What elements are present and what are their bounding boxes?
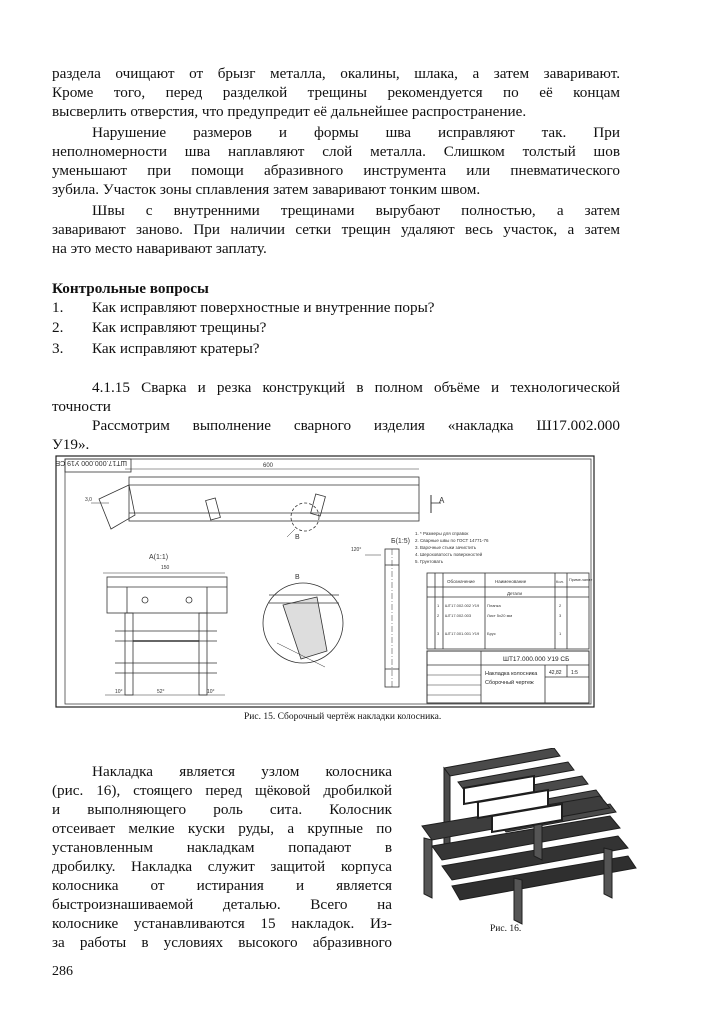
svg-text:10°: 10°	[207, 689, 215, 695]
spec-header: Приме-чание	[569, 578, 593, 582]
question-number: 1.	[52, 299, 64, 316]
svg-text:52°: 52°	[157, 689, 165, 695]
body-line: колосника от истирания и является	[52, 877, 392, 894]
body-line: неполномерности шва наплавляют слой металла. Слишком толстый шов	[52, 143, 620, 160]
body-line: Нарушение размеров и формы шва исправляют так. При	[92, 124, 620, 141]
body-line: заваривают заново. При наличии сетки трещин удаляют весь участок, а затем	[52, 221, 620, 238]
figure15-caption: Рис. 15. Сборочный чертёж накладки колосника.	[244, 712, 442, 722]
body-line: Швы с внутренними трещинами вырубают полностью, а затем	[92, 202, 620, 219]
spec-header: Обозначение	[447, 579, 475, 584]
note-line: 4. Шероховатость поверхностей	[415, 552, 483, 557]
spec-pos: 1	[437, 603, 440, 608]
note-line: 5. Грунтовать	[415, 559, 444, 564]
svg-text:10°: 10°	[115, 689, 123, 695]
note-line: 2. Сварные швы по ГОСТ 14771-76	[415, 538, 489, 543]
spec-qty: 2	[559, 603, 562, 608]
question-number: 2.	[52, 319, 64, 336]
view-a-label: А(1:1)	[149, 554, 169, 561]
spec-name: Брус	[487, 631, 496, 636]
section-heading: 4.1.15 Сварка и резка конструкций в полном объёме и технологической	[92, 379, 620, 396]
section-heading-cont: точности	[52, 398, 111, 415]
questions-heading: Контрольные вопросы	[52, 280, 209, 297]
body-line: раздела очищают от брызг металла, окалины, шлака, а затем заваривают.	[52, 65, 620, 82]
page-number: 286	[52, 964, 73, 979]
spec-name: Лист 5х20 мм	[487, 613, 513, 618]
body-line: установленным накладкам попадают в	[52, 839, 392, 856]
body-line: Рассмотрим выполнение сварного изделия «накладка Ш17.002.000	[92, 417, 620, 434]
spec-qty: 3	[559, 613, 562, 618]
spec-des: ШТ17.002.003	[445, 613, 472, 618]
note-line: 3. Варочные стыки зачистить	[415, 545, 477, 550]
spec-header: Наименование	[495, 579, 527, 584]
spec-header: Кол.	[556, 579, 564, 584]
spec-des: ШТ17.002.002 У19	[445, 603, 480, 608]
title-scale: 1:5	[571, 670, 578, 676]
svg-text:120°: 120°	[351, 547, 362, 553]
assembly-drawing	[55, 455, 595, 708]
dim-150: 150	[161, 565, 170, 571]
mark-a: А	[439, 496, 445, 505]
body-line: быстроизнашиваемой деталью. Всего на	[52, 896, 392, 913]
spec-section: Детали	[507, 591, 523, 596]
body-line: уменьшают при помощи абразивного инструмента или пневматического	[52, 162, 620, 179]
body-line: на это место наваривают заплату.	[52, 240, 267, 257]
body-line: Накладка является узлом колосника	[92, 763, 392, 780]
body-line: Кроме того, перед разделкой трещины рекомендуется по её концам	[52, 84, 620, 101]
body-line: за работы в условиях высокого абразивного	[52, 934, 392, 951]
figure16-caption: Рис. 16.	[490, 924, 522, 934]
title-stamp: ШТ17.000.000 У19 СБ	[503, 656, 570, 663]
body-line: дробилку. Накладка служит защитой корпуса	[52, 858, 392, 875]
body-line: колоснике устанавливаются 15 накладок. Из-	[52, 915, 392, 932]
body-line: и выполняющего роль сита. Колосник	[52, 801, 392, 818]
question-text: Как исправляют трещины?	[92, 319, 267, 336]
title-part: Накладка колосника	[485, 671, 538, 677]
title-mass: 42,82	[549, 670, 562, 676]
body-line: отсеивает мелкие куски руды, а крупные по	[52, 820, 392, 837]
question-text: Как исправляют поверхностные и внутренние поры?	[92, 299, 435, 316]
svg-text:3,0: 3,0	[85, 497, 92, 503]
detail-v-label: В	[295, 574, 300, 581]
question-number: 3.	[52, 340, 64, 357]
grate-3d-render	[404, 748, 642, 926]
question-text: Как исправляют кратеры?	[92, 340, 260, 357]
spec-pos: 3	[437, 631, 440, 636]
rotated-stamp: ШТ17.000.000 У19 СБ	[55, 459, 127, 466]
body-line: У19».	[52, 436, 90, 453]
spec-pos: 2	[437, 613, 440, 618]
title-doctype: Сборочный чертеж	[485, 680, 534, 686]
note-line: 1. * Размеры для справок	[415, 531, 469, 536]
view-b-label: Б(1:5)	[391, 538, 410, 545]
spec-des: ШТ17.001.001 У19	[445, 631, 480, 636]
spec-qty: 1	[559, 631, 562, 636]
mark-v: В	[295, 534, 300, 541]
dim-main: 600	[263, 463, 274, 469]
body-line: (рис. 16), стоящего перед щёковой дробилкой	[52, 782, 392, 799]
body-line: зубила. Участок зоны сплавления затем заваривают тонким швом.	[52, 181, 481, 198]
body-line: высверлить отверстия, что предупредит её дальнейшее распространение.	[52, 103, 527, 120]
spec-name: Планка	[487, 603, 501, 608]
